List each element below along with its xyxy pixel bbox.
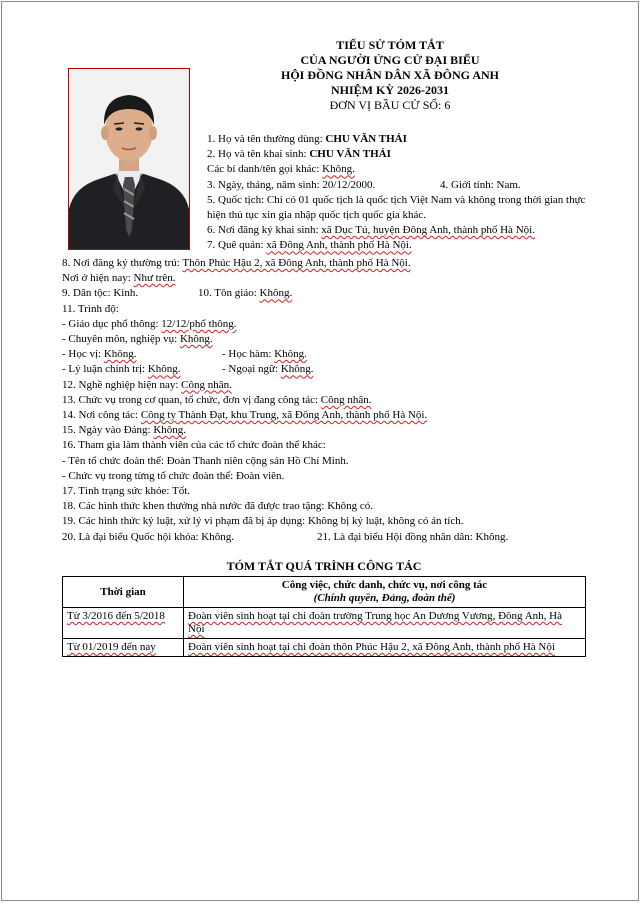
career-table	[62, 576, 586, 657]
column-header-work-subtitle: (Chính quyền, Đảng, đoàn thể)	[313, 592, 456, 604]
field-label: 8. Nơi đăng ký thường trú:	[62, 257, 183, 269]
header-term: NHIỆM KỲ 2026-2031	[331, 83, 449, 97]
field-ethnicity: 9. Dân tộc: Kinh.	[62, 287, 139, 300]
field-politics-language	[62, 362, 592, 377]
field-value: 12/12/phổ thông.	[161, 317, 237, 330]
field-dob: 3. Ngày, tháng, năm sinh: 20/12/2000.	[207, 178, 376, 191]
field-value: Như trên.	[133, 272, 176, 285]
table-row	[63, 608, 586, 639]
field-hometown	[207, 238, 602, 253]
career-section-title: TÓM TẮT QUÁ TRÌNH CÔNG TÁC	[226, 559, 422, 573]
document-header	[200, 38, 580, 113]
field-label: 10. Tôn giáo:	[198, 287, 260, 300]
field-value: CHU VĂN THÁI	[309, 148, 391, 161]
field-academic-rank: Không.	[274, 348, 307, 361]
field-label: - Học vị:	[62, 348, 104, 361]
field-general-education	[62, 317, 592, 332]
cell-time-text: Từ 3/2016 đến 5/2018	[67, 610, 165, 622]
field-degree: Không.	[103, 348, 137, 361]
field-political-theory: Không.	[147, 363, 181, 376]
career-table-header	[63, 577, 586, 608]
field-organization-role: - Chức vụ trong từng tổ chức đoàn thể: Đoàn viên.	[62, 469, 285, 482]
header-subtitle: CỦA NGƯỜI ỨNG CỬ ĐẠI BIỂU	[300, 53, 480, 67]
header-title: TIỂU SỬ TÓM TẮT	[336, 38, 444, 52]
field-common-name	[207, 132, 602, 147]
field-value: CHU VĂN THÁI	[325, 133, 407, 145]
field-label: - Ngoại ngữ:	[222, 363, 281, 376]
field-label: 7. Quê quán:	[207, 239, 267, 252]
field-current-address	[62, 271, 592, 286]
field-label: - Giáo dục phổ thông:	[62, 317, 162, 330]
field-value: Không.	[179, 333, 213, 346]
field-religion: Không.	[259, 287, 293, 300]
field-label: 13. Chức vụ trong cơ quan, tổ chức, đơn vị đang công tác:	[62, 393, 321, 406]
field-label: 15. Ngày vào Đảng:	[62, 424, 154, 437]
personal-info	[207, 132, 602, 254]
cell-description-text: Đoàn viên sinh hoạt tại chi đoàn trường Trung học An Dương Vương, Đông Anh, Hà Nội	[188, 610, 562, 635]
field-value: Công ty Thành Đạt, khu Trung, xã Đông Anh, thành phố Hà Nội.	[140, 409, 428, 422]
field-value: Công nhân.	[181, 378, 232, 391]
field-representative	[62, 530, 592, 545]
field-workplace	[62, 408, 592, 423]
cell-description	[184, 639, 586, 657]
field-organization-name: - Tên tổ chức đoàn thể: Đoàn Thanh niên cộng sản Hồ Chí Minh.	[62, 454, 349, 467]
field-health: 17. Tình trạng sức khỏe: Tốt.	[62, 485, 191, 498]
cell-time	[63, 639, 184, 657]
field-specialty	[62, 332, 592, 347]
portrait-image	[69, 69, 189, 249]
field-value: Thôn Phúc Hậu 2, xã Đông Anh, thành phố Hà Nội.	[182, 257, 411, 269]
field-birth-name	[207, 147, 602, 162]
field-label: - Lý luận chính trị:	[62, 363, 148, 376]
field-label: 1. Họ và tên thường dùng:	[207, 133, 326, 145]
cell-description-text: Đoàn viên sinh hoạt tại chi đoàn thôn Phúc Hậu 2, xã Đông Anh, thành phố Hà Nội	[188, 641, 555, 653]
field-value: xã Dục Tú, huyện Đông Anh, thành phố Hà Nội.	[321, 224, 535, 237]
field-awards: 18. Các hình thức khen thưởng nhà nước đã được trao tặng: Không có.	[62, 500, 374, 513]
column-header-work-title: Công việc, chức danh, chức vụ, nơi công tác	[281, 579, 488, 591]
header-council: HỘI ĐỒNG NHÂN DÂN XÃ ĐÔNG ANH	[280, 68, 499, 82]
field-label: 6. Nơi đăng ký khai sinh:	[207, 224, 322, 237]
field-value: Không.	[322, 163, 355, 176]
header-constituency: ĐƠN VỊ BẦU CỬ SỐ: 6	[329, 98, 451, 112]
field-nationality: 5. Quốc tịch: Chỉ có 01 quốc tịch là quốc tịch Việt Nam và không trong thời gian thực hiện thủ tục xin gia nhập quốc tịch quốc gia khác.	[207, 193, 586, 222]
field-discipline: 19. Các hình thức kỷ luật, xử lý vi phạm đã bị áp dụng: Không bị kỷ luật, không có án tích.	[62, 515, 464, 528]
cell-description	[184, 608, 586, 639]
field-foreign-language: Không.	[280, 363, 314, 376]
cell-time	[63, 608, 184, 639]
field-ethnicity-religion	[62, 286, 592, 301]
field-value: Không.	[153, 424, 187, 437]
field-education-heading: 11. Trình độ:	[62, 302, 119, 315]
column-header-work	[184, 577, 586, 608]
table-row	[63, 639, 586, 657]
field-label: - Học hàm:	[222, 348, 275, 361]
field-peoples-council: 21. Là đại biểu Hội đồng nhân dân: Không.	[317, 530, 509, 543]
field-birth-registration	[207, 223, 602, 238]
field-label: - Chuyên môn, nghiệp vụ:	[62, 333, 180, 346]
field-residence	[62, 256, 592, 271]
field-label: 2. Họ và tên khai sinh:	[207, 148, 310, 161]
field-dob-gender	[207, 178, 602, 193]
field-national-assembly: 20. Là đại biểu Quốc hội khóa: Không.	[62, 530, 234, 543]
field-party-join-date	[62, 423, 592, 438]
field-label: Nơi ở hiện nay:	[62, 272, 134, 285]
candidate-photo	[68, 68, 190, 250]
field-organizations-heading: 16. Tham gia làm thành viên của các tổ chức đoàn thể khác:	[62, 439, 326, 452]
field-value: xã Đông Anh, thành phố Hà Nội.	[266, 239, 412, 252]
column-header-time: Thời gian	[63, 577, 184, 608]
field-label: Các bí danh/tên gọi khác:	[207, 163, 323, 176]
field-degree-rank	[62, 347, 592, 362]
field-value: Công nhân.	[320, 393, 372, 406]
field-label: 12. Nghề nghiệp hiện nay:	[62, 378, 182, 391]
cell-time-text: Từ 01/2019 đến nay	[67, 641, 156, 653]
field-gender: 4. Giới tính: Nam.	[440, 178, 521, 191]
candidate-details	[62, 256, 592, 545]
field-position	[62, 393, 592, 408]
field-alias	[207, 162, 602, 177]
field-label: 14. Nơi công tác:	[62, 409, 141, 422]
field-occupation	[62, 378, 592, 393]
